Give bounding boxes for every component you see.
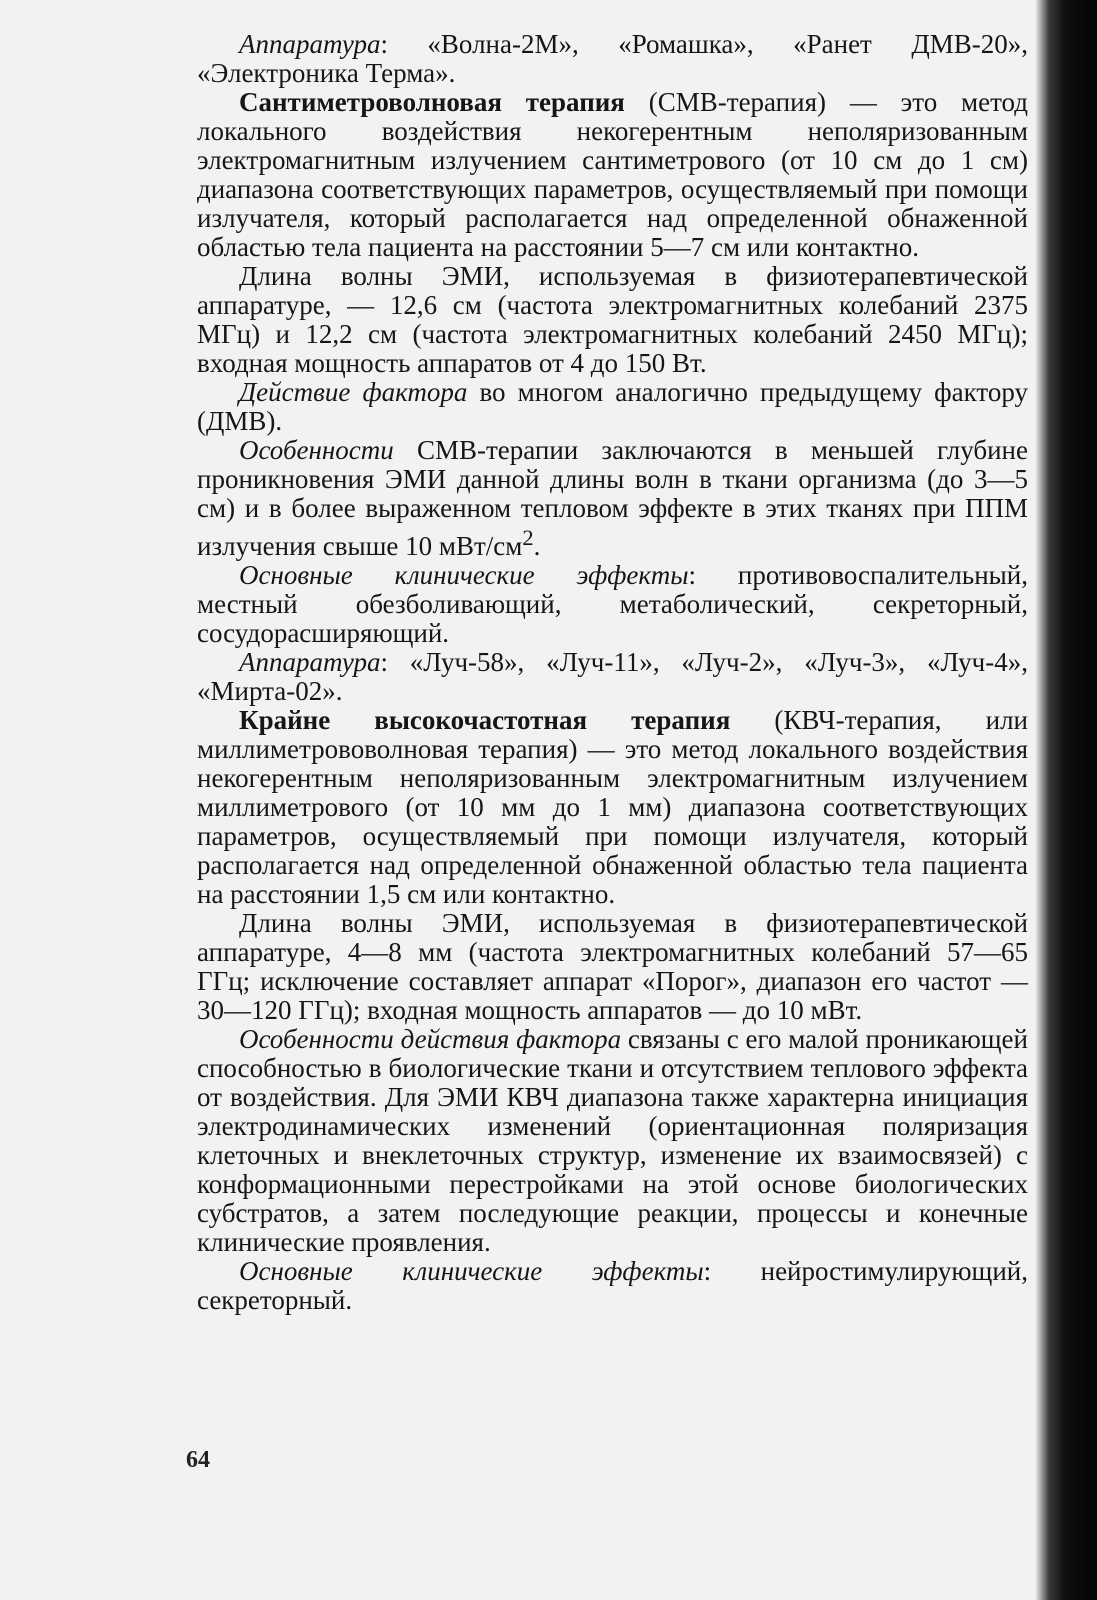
paragraph-text: Длина волны ЭМИ, используемая в физиотерапевтической аппаратуре, — 12,6 см (частота электромагнитных колебаний 2375 МГц) и 12,2 см (частота электромагнитных колебаний 2450 МГц); входная мощность аппаратов от 4 до 150 Вт. — [197, 261, 1028, 378]
paragraph-text: Длина волны ЭМИ, используемая в физиотерапевтической аппаратуре, 4—8 мм (частота электромагнитных колебаний 57—65 ГГц; исключение составляет аппарат «Порог», диапазон его частот — 30—120 ГГц); входная мощность аппаратов — до 10 мВт. — [197, 908, 1028, 1025]
paragraph-text: (КВЧ-терапия, или миллиметрововолновая терапия) — это метод локального воздействия некогерентным неполяризованным электромагнитным излучением миллиметрового (от 10 мм до 1 мм) диапазона соответствующих параметров, осуществляемый при помощи излучателя, который располагается над определенной обнаженной областью тела пациента на расстоянии 1,5 см или контактно. — [197, 705, 1028, 909]
lead-italic: Основные клинические эффекты — [239, 560, 689, 590]
lead-italic: Особенности — [239, 435, 394, 465]
page-number: 64 — [186, 1447, 210, 1473]
paragraph-kvch-wavelength — [197, 909, 1028, 1025]
paragraph-apparatus-dmv — [197, 30, 1028, 88]
paragraph-smv-features — [197, 436, 1028, 561]
paragraph-text: связаны с его малой проникающей способностью в биологические ткани и отсутствием теплового эффекта от воздействия. Для ЭМИ КВЧ диапазона также характерна инициация электродинамических изменений (ориентационная поляризация клеточных и внеклеточных структур, изменение их взаимосвязей) с конформационными перестройками на этой основе биологических субстратов, а затем последующие реакции, процессы и конечные клинические проявления. — [197, 1024, 1028, 1257]
paragraph-text: : противовоспалительный, местный обезболивающий, метаболический, секреторный, сосудорасширяющий. — [197, 560, 1028, 648]
paragraph-text: : нейростимулирующий, секреторный. — [197, 1256, 1028, 1315]
paragraph-kvch-definition — [197, 706, 1028, 909]
paragraph-text: : «Волна-2М», «Ромашка», «Ранет ДМВ-20», «Электроника Терма». — [197, 29, 1028, 88]
term-heading: Сантиметроволновая терапия — [239, 87, 625, 117]
lead-italic: Основные клинические эффекты — [239, 1256, 704, 1286]
paragraph-text: СМВ-терапии заключаются в меньшей глубине проникновения ЭМИ данной длины волн в ткани организма (до 3—5 см) и в более выраженном тепловом эффекте в этих тканях при ППМ излучения свыше 10 мВт/см — [197, 435, 1028, 561]
lead-italic: Аппаратура — [239, 29, 381, 59]
lead-italic: Особенности действия фактора — [239, 1024, 622, 1054]
term-heading: Крайне высокочастотная терапия — [239, 705, 731, 735]
paragraph-smv-action — [197, 378, 1028, 436]
superscript: 2 — [522, 525, 534, 550]
page-body — [197, 30, 1028, 1315]
paragraph-smv-effects — [197, 561, 1028, 648]
book-spine-shadow — [1035, 0, 1097, 1600]
paragraph-text: во многом аналогично предыдущему фактору (ДМВ). — [197, 377, 1028, 436]
paragraph-text: : «Луч-58», «Луч-11», «Луч-2», «Луч-3», «Луч-4», «Мирта-02». — [197, 647, 1028, 706]
paragraph-smv-apparatus — [197, 648, 1028, 706]
lead-italic: Действие фактора — [239, 377, 468, 407]
paragraph-kvch-features — [197, 1025, 1028, 1257]
paragraph-smv-definition — [197, 88, 1028, 262]
paragraph-text: (СМВ-терапия) — это метод локального воздействия некогерентным неполяризованным электромагнитным излучением сантиметрового (от 10 см до 1 см) диапазона соответствующих параметров, осуществляемый при помощи излучателя, который располагается над определенной обнаженной областью тела пациента на расстоянии 5—7 см или контактно. — [197, 87, 1029, 262]
paragraph-kvch-effects — [197, 1257, 1028, 1315]
paragraph-smv-wavelength — [197, 262, 1028, 378]
lead-italic: Аппаратура — [239, 647, 381, 677]
paragraph-tail: . — [533, 531, 541, 561]
